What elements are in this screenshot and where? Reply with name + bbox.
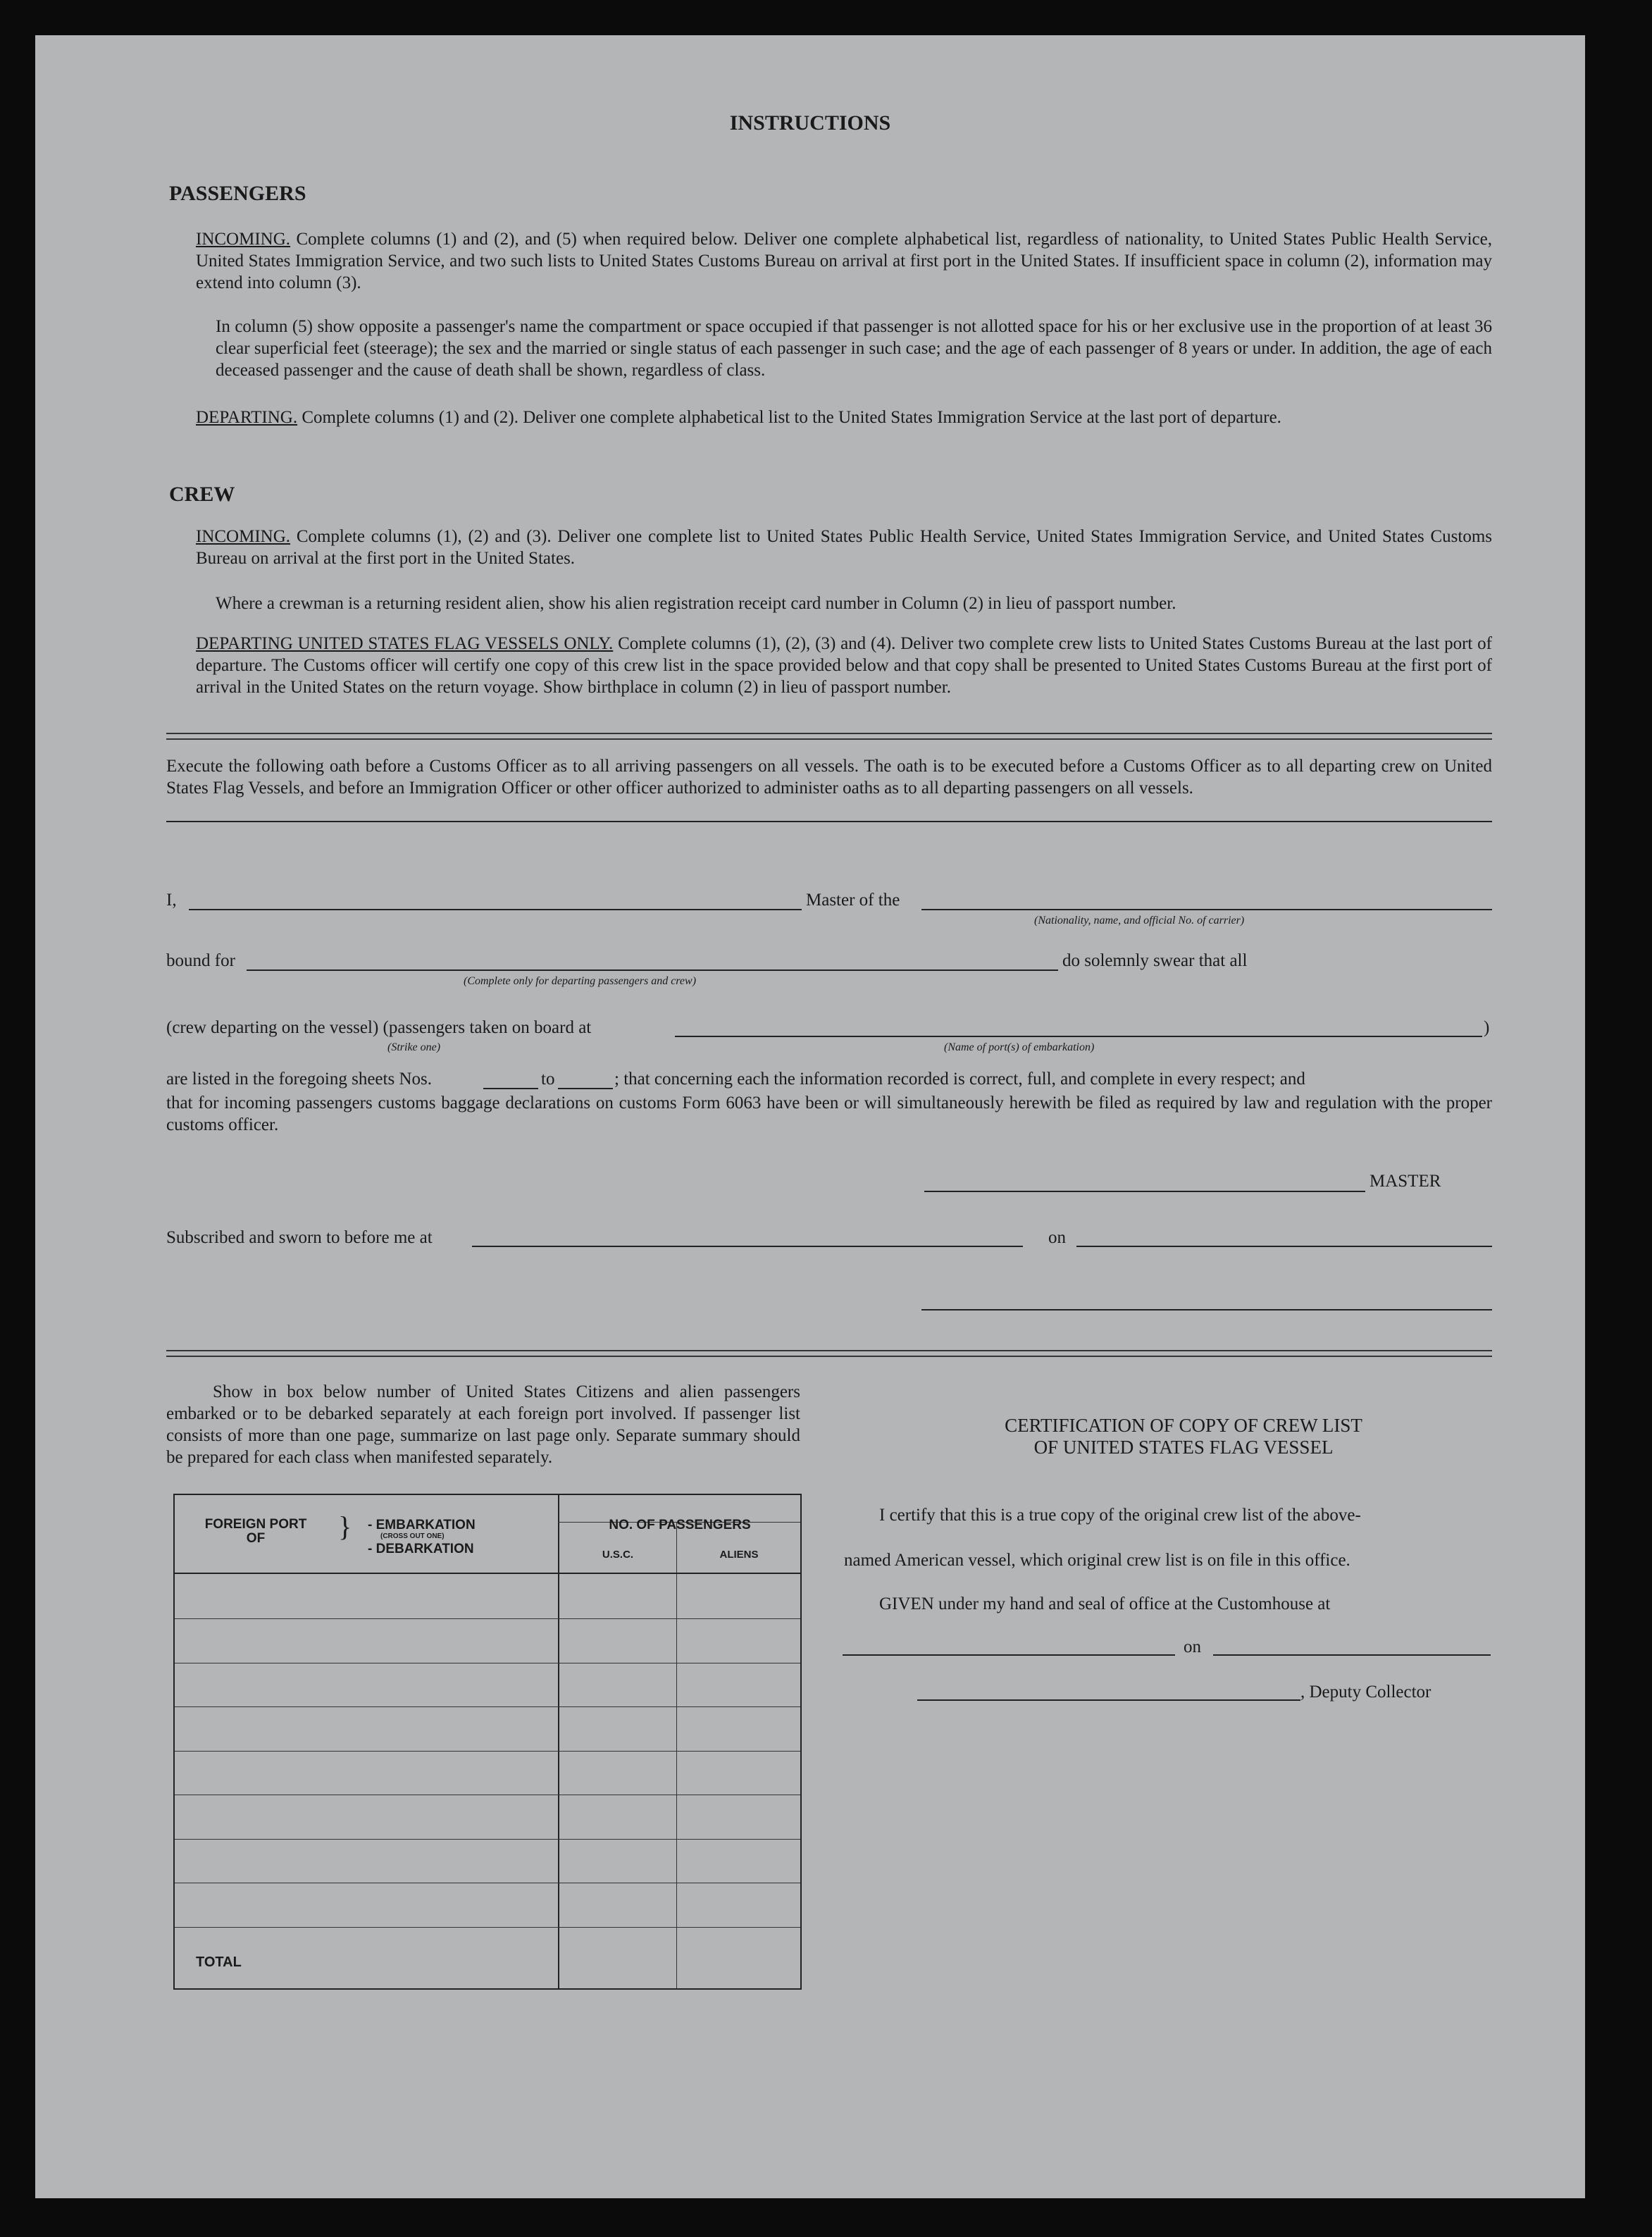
cert-date-field[interactable] [1213,1654,1491,1656]
usc-label: U.S.C. [602,1549,634,1561]
column-divider [558,1495,559,1988]
passengers-departing: DEPARTING. Complete columns (1) and (2). Deliver one complete alphabetical list to the United States Immigration Service at the last port of departure. [196,408,1281,427]
certify-line-2: named American vessel, which original crew list is on file in this office. [844,1551,1350,1570]
oath-intro: Execute the following oath before a Customs Officer as to all arriving passengers on all vessels. The oath is to be executed before a Customs Officer as to all departing crew on United States Flag Vessels, and before an Immigration Officer or other officer authorized to administer oaths as to all departing passengers on all vessels. [166,757,1492,798]
table-row [175,1751,800,1752]
officer-signature-field[interactable] [921,1309,1492,1310]
header-row-divider [175,1573,800,1574]
passenger-summary-table [173,1494,802,1990]
no-passengers-label: NO. OF PASSENGERS [609,1518,751,1532]
total-label: TOTAL [196,1954,242,1970]
sheet-to-field[interactable] [558,1088,613,1089]
certification-title [867,1415,1501,1458]
summary-divider [166,1350,1492,1357]
embarkation-ports-field[interactable] [675,1036,1482,1037]
given-label: GIVEN under my hand and seal of office at the Customhouse at [879,1594,1331,1613]
master-name-field[interactable] [189,909,802,910]
master-label: MASTER [1370,1172,1441,1191]
foreign-port-of-label: FOREIGN PORT OF [204,1517,307,1546]
crew-resident-alien: Where a crewman is a returning resident alien, show his alien registration receipt card number in Column (2) in lieu of passport number. [216,594,1176,613]
ports-note: (Name of port(s) of embarkation) [944,1041,1095,1053]
departing-note: (Complete only for departing passengers and crew) [464,975,697,987]
section-divider [166,733,1492,740]
solemnly-swear-label: do solemnly swear that all [1062,951,1248,970]
passengers-incoming: INCOMING. Complete columns (1) and (2), and (5) when required below. Deliver one complete alphabetical list, regardless of nationality, to United States Public Health Service, United States Immigration Service, and two such lists to United States Customs Bureau on arrival at first port in the United States. If insufficient space in column (2), information may extend into column (3). [196,230,1493,292]
carrier-field[interactable] [921,909,1492,910]
table-row [175,1839,800,1840]
passengers-heading: PASSENGERS [169,182,306,205]
cert-on-label: on [1184,1637,1201,1656]
bound-for-field[interactable] [247,969,1058,971]
crew-passengers-label: (crew departing on the vessel) (passengers taken on board at [166,1018,592,1037]
passengers-column5: In column (5) show opposite a passenger's name the compartment or space occupied if that passenger is not allotted space for his or her exclusive use in the proportion of at least 36 clear superficial feet (steerage); the sex and the married or single status of each passenger in such case; and the age of each passenger of 8 years or under. In addition, the age of each deceased passenger and the cause of death shall be shown, regardless of class. [216,317,1492,380]
baggage-declaration-text: that for incoming passengers customs baggage declarations on customs Form 6063 have been or will simultaneously herewith be filed as required by law and regulation with the proper customs officer. [166,1093,1492,1134]
master-signature-field[interactable] [924,1191,1365,1192]
bound-for-label: bound for [166,951,235,970]
certification-title-line-1: CERTIFICATION OF COPY OF CREW LIST [1005,1415,1362,1436]
table-row [175,1706,800,1707]
subscribed-label: Subscribed and sworn to before me at [166,1228,433,1247]
listed-label: are listed in the foregoing sheets Nos. [166,1070,432,1089]
oath-divider [166,821,1492,822]
sworn-place-field[interactable] [472,1246,1023,1247]
sheet-from-field[interactable] [483,1088,538,1089]
page-title: INSTRUCTIONS [729,111,891,135]
table-row [175,1927,800,1928]
aliens-label: ALIENS [719,1549,759,1561]
embarkation-label: - EMBARKATION [368,1518,476,1532]
customhouse-field[interactable] [843,1654,1175,1656]
deputy-collector-label: , Deputy Collector [1300,1683,1431,1702]
listed-to-label: to [541,1070,555,1089]
certification-title-line-2: OF UNITED STATES FLAG VESSEL [1033,1437,1334,1458]
strike-one-note: (Strike one) [387,1041,441,1053]
master-of-label: Master of the [806,891,900,910]
carrier-note: (Nationality, name, and official No. of carrier) [1034,915,1245,927]
deputy-signature-field[interactable] [917,1699,1300,1701]
summary-instructions: Show in box below number of United States Citizens and alien passengers embarked or to be debarked separately at each foreign port involved. If passenger list consists of more than one page, summarize on last page only. Separate summary should be prepared for each class when manifested separately. [166,1382,800,1467]
table-row [175,1618,800,1619]
brace-icon: } [338,1511,352,1542]
crew-incoming: INCOMING. Complete columns (1), (2) and (3). Deliver one complete list to United States Public Health Service, United States Immigration Service, and United States Customs Bureau on arrival at the first port in the United States. [196,527,1493,568]
certify-line-1: I certify that this is a true copy of the original crew list of the above- [879,1506,1361,1525]
oath-i-label: I, [166,891,177,910]
crew-departing: DEPARTING UNITED STATES FLAG VESSELS ONLY. Complete columns (1), (2), (3) and (4). Deliver two complete crew lists to United States Customs Bureau at the last port of departure. The Customs officer will certify one copy of this crew list in the space provided below and that copy shall be presented to United States Customs Bureau at the first port of arrival in the United States on the return voyage. Show birthplace in column (2) in lieu of passport number. [196,634,1492,697]
debarkation-label: - DEBARKATION [368,1542,474,1556]
close-paren: ) [1484,1018,1490,1037]
sworn-on-label: on [1048,1228,1066,1247]
cross-out-note: (CROSS OUT ONE) [380,1532,445,1540]
column-divider [676,1522,677,1988]
sworn-date-field[interactable] [1076,1246,1492,1247]
crew-heading: CREW [169,483,235,506]
listed-correct-label: ; that concerning each the information recorded is correct, full, and complete in every respect; and [614,1070,1305,1089]
form-page [35,35,1585,2198]
